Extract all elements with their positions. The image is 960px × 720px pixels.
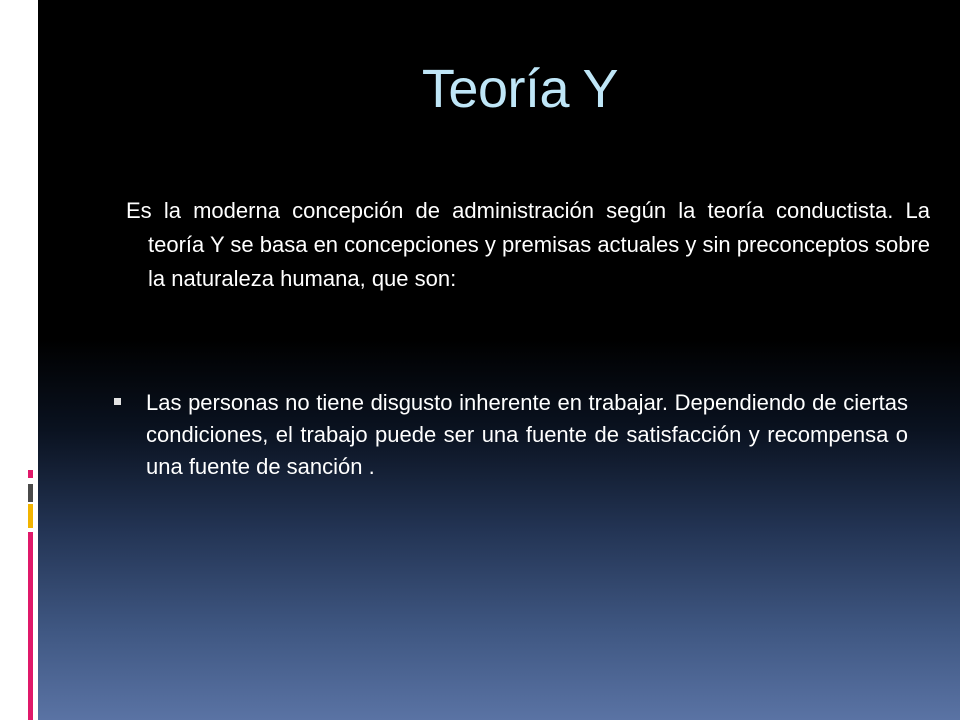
bullet-text: Las personas no tiene disgusto inherente en trabajar. Dependiendo de ciertas condiciones, el trabajo puede ser una fuente de satisfacción y recompensa o una fuente de sanción . — [146, 390, 908, 479]
stripe-magenta — [28, 532, 33, 720]
stripe-magenta-top — [28, 470, 33, 478]
slide-title: Teoría Y — [421, 59, 619, 119]
color-stripe — [0, 0, 38, 720]
intro-paragraph: Es la moderna concepción de administración según la teoría conductista. La teoría Y se basa en concepciones y premisas actuales y sin preconceptos sobre la naturaleza humana, que son: — [126, 198, 930, 292]
square-bullet-icon — [114, 398, 121, 405]
stripe-gray — [28, 484, 33, 502]
stripe-yellow — [28, 504, 33, 528]
bullet-item — [112, 387, 908, 483]
